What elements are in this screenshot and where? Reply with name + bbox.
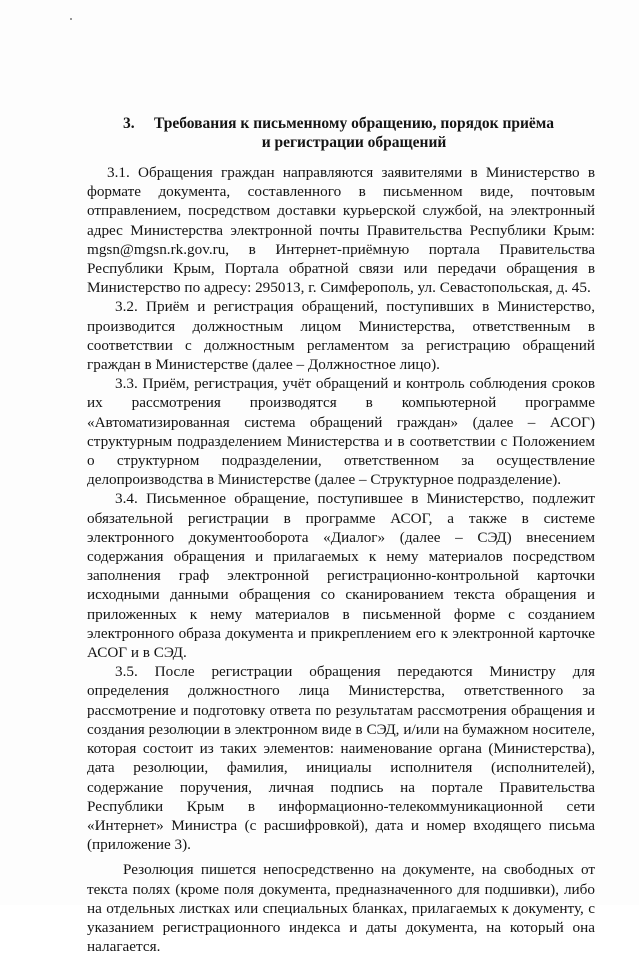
paragraph-3-3: 3.3. Приём, регистрация, учёт обращений и контроль соблюдения сроков их рассмотрения производятся в компьютерной программе «Автоматизированная система обращений граждан» (далее – АСОГ) структурным подразделением Министерства и в соответствии с Положением о структурном подразделении, ответственном за осуществление делопроизводства в Министерстве (далее – Структурное подразделение). xyxy=(87,375,595,489)
paragraph-3-5: 3.5. После регистрации обращения передаются Министру для определения должностного лица Министерства, ответственного за рассмотрение и подготовку ответа по результатам рассмотрения обращения и создания резолюции в электронном виде в СЭД, и/или на бумажном носителе, которая состоит из таких элементов: наименование органа (Министерства), дата резолюции, фамилия, инициалы исполнителя (исполнителей), содержание поручения, личная подпись на портале Правительства Республики Крым в информационно-телекоммуникационной сети «Интернет» Министра (с расшифровкой), дата и номер входящего письма (приложение 3). xyxy=(87,663,595,854)
paragraph-3-4: 3.4. Письменное обращение, поступившее в Министерство, подлежит обязательной регистрации в программе АСОГ, а также в системе электронного документооборота «Диалог» (далее – СЭД) внесением содержания обращения и прилагаемых к нему материалов посредством заполнения граф электронной регистрационно-контрольной карточки исходными данными обращения со сканированием текста обращения и приложенных к нему материалов в письменной форме с созданием электронного образа документа и прикреплением его к электронной карточке АСОГ и в СЭД. xyxy=(87,490,595,662)
paragraph-resolution: Резолюция пишется непосредственно на документе, на свободных от текста полях (кроме поля документа, предназначенного для подшивки), либо на отдельных листках или специальных бланках, прилагаемых к документу, с указанием регистрационного индекса и даты документа, на который она налагается. xyxy=(87,861,595,956)
section-title-line-2: и регистрации обращений xyxy=(261,134,447,151)
paragraph-3-2: 3.2. Приём и регистрация обращений, поступивших в Министерство, производится должностным лицом Министерства, ответственным в соответствии с должностным регламентом за регистрацию обращений граждан в Министерстве (далее – Должностное лицо). xyxy=(87,298,595,374)
scan-speck xyxy=(70,18,72,20)
section-heading xyxy=(120,114,560,152)
section-title-line-1: Требования к письменному обращению, порядок приёма xyxy=(153,115,555,132)
paragraph-3-1: 3.1. Обращения граждан направляются заявителями в Министерство в формате документа, составленного в письменном виде, почтовым отправлением, посредством доставки курьерской службой, на электронный адрес Министерства электронной почты Правительства Республики Крым: mgsn@mgsn.rk.gov.ru, в Интернет-приёмную портала Правительства Республики Крым, Портала обратной связи или передачи обращения в Министерство по адресу: 295013, г. Симферополь, ул. Севастопольская, д. 45. xyxy=(87,164,595,297)
section-number: 3. xyxy=(123,115,135,132)
section-body xyxy=(87,163,595,956)
